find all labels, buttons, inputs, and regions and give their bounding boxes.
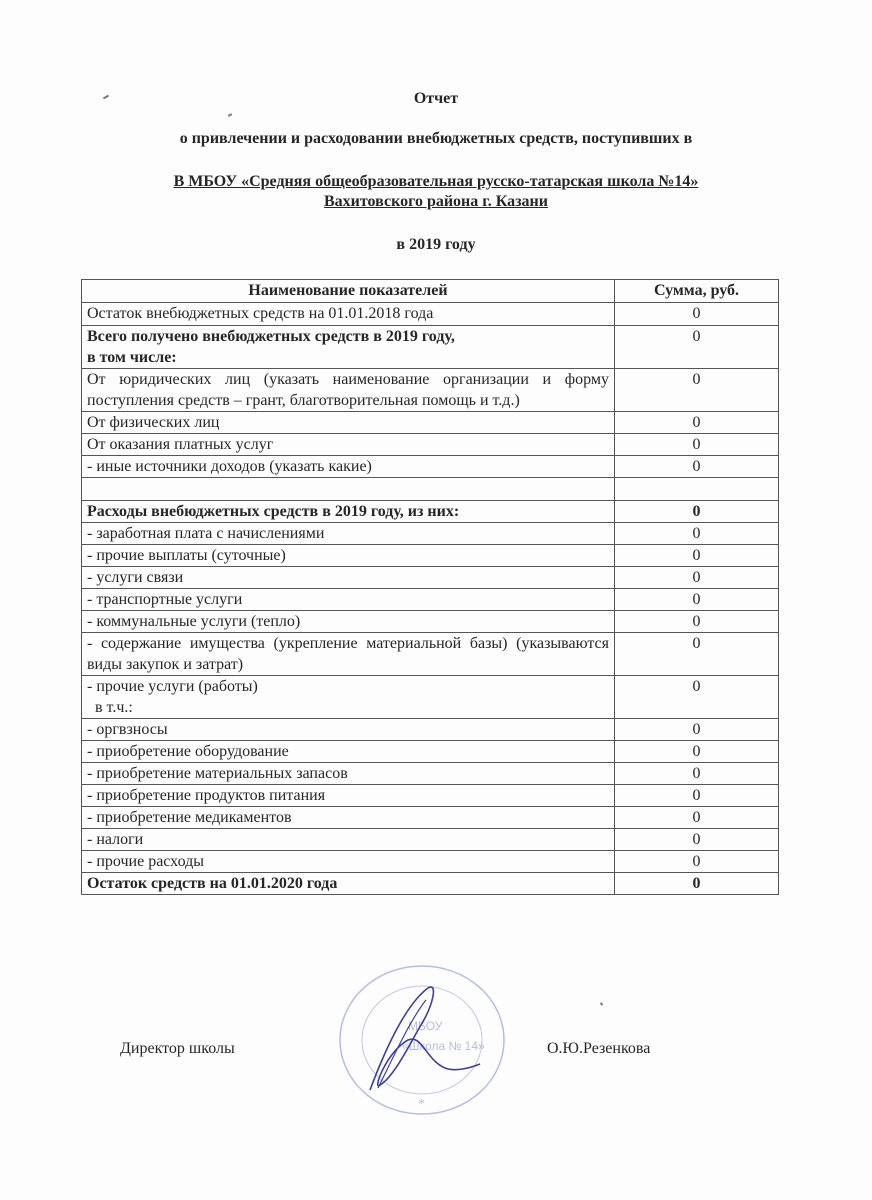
official-stamp-icon bbox=[330, 960, 510, 1120]
report-year: в 2019 году bbox=[396, 236, 476, 253]
table-row bbox=[82, 501, 779, 523]
row-value: 0 bbox=[615, 676, 779, 719]
row-value: 0 bbox=[615, 873, 779, 895]
scan-speck-icon bbox=[228, 113, 232, 117]
table-row bbox=[82, 434, 779, 456]
row-label: Остаток внебюджетных средств на 01.01.2018 года bbox=[82, 303, 615, 326]
table-row bbox=[82, 851, 779, 873]
svg-text:«Школа № 14»: «Школа № 14» bbox=[402, 1039, 485, 1053]
row-label: - приобретение оборудование bbox=[82, 741, 615, 763]
table-row bbox=[82, 369, 779, 412]
row-value: 0 bbox=[615, 611, 779, 633]
director-name: О.Ю.Резенкова bbox=[547, 1040, 651, 1057]
table-row bbox=[82, 785, 779, 807]
table-row bbox=[82, 633, 779, 676]
table-row bbox=[82, 741, 779, 763]
row-label: - налоги bbox=[82, 829, 615, 851]
row-value: 0 bbox=[615, 633, 779, 676]
row-label: - прочие расходы bbox=[82, 851, 615, 873]
row-value: 0 bbox=[615, 567, 779, 589]
row-label: Расходы внебюджетных средств в 2019 году, из них: bbox=[82, 501, 615, 523]
row-value: 0 bbox=[615, 785, 779, 807]
table-row bbox=[82, 412, 779, 434]
table-row bbox=[82, 719, 779, 741]
row-label: - транспортные услуги bbox=[82, 589, 615, 611]
row-label: Остаток средств на 01.01.2020 года bbox=[82, 873, 615, 895]
row-value: 0 bbox=[615, 523, 779, 545]
row-label: - прочие услуги (работы) в т.ч.: bbox=[82, 676, 615, 719]
svg-text:МБОУ: МБОУ bbox=[408, 1019, 443, 1033]
table-row bbox=[82, 676, 779, 719]
row-value: 0 bbox=[615, 719, 779, 741]
row-label: - приобретение медикаментов bbox=[82, 807, 615, 829]
table-row bbox=[82, 589, 779, 611]
row-label: - иные источники доходов (указать какие) bbox=[82, 456, 615, 478]
row-value: 0 bbox=[615, 369, 779, 412]
row-value: 0 bbox=[615, 589, 779, 611]
row-value: 0 bbox=[615, 326, 779, 369]
row-label: Всего получено внебюджетных средств в 2019 году, в том числе: bbox=[82, 326, 615, 369]
institution-line-1: В МБОУ «Средняя общеобразовательная русско-татарская школа №14» bbox=[173, 173, 699, 190]
institution-line-2: Вахитовского района г. Казани bbox=[323, 193, 548, 210]
row-label bbox=[82, 478, 615, 501]
institution-name bbox=[0, 172, 872, 212]
row-label: От юридических лиц (указать наименование организации и форму поступления средств – грант, благотворительная помощь и т.д.) bbox=[82, 369, 615, 412]
scan-speck-icon bbox=[600, 1002, 603, 1006]
row-value: 0 bbox=[615, 456, 779, 478]
row-value: 0 bbox=[615, 763, 779, 785]
table-row bbox=[82, 523, 779, 545]
table-row bbox=[82, 829, 779, 851]
report-subtitle: о привлечении и расходовании внебюджетных средств, поступивших в bbox=[179, 130, 693, 147]
row-value: 0 bbox=[615, 807, 779, 829]
row-label: - услуги связи bbox=[82, 567, 615, 589]
row-value: 0 bbox=[615, 501, 779, 523]
row-value: 0 bbox=[615, 741, 779, 763]
table-row bbox=[82, 611, 779, 633]
row-value: 0 bbox=[615, 412, 779, 434]
row-value: 0 bbox=[615, 303, 779, 326]
table-header-row bbox=[82, 280, 779, 303]
table-row bbox=[82, 326, 779, 369]
column-header-name: Наименование показателей bbox=[82, 280, 615, 303]
row-value: 0 bbox=[615, 829, 779, 851]
row-label: - приобретение продуктов питания bbox=[82, 785, 615, 807]
table-row-empty bbox=[82, 478, 779, 501]
row-label: - приобретение материальных запасов bbox=[82, 763, 615, 785]
row-label: - заработная плата с начислениями bbox=[82, 523, 615, 545]
report-table bbox=[81, 279, 779, 895]
table-row bbox=[82, 763, 779, 785]
row-label: От оказания платных услуг bbox=[82, 434, 615, 456]
table-row bbox=[82, 807, 779, 829]
row-value bbox=[615, 478, 779, 501]
report-title: Отчет bbox=[413, 90, 459, 107]
table-row bbox=[82, 456, 779, 478]
row-value: 0 bbox=[615, 434, 779, 456]
row-label: - оргвзносы bbox=[82, 719, 615, 741]
table-row bbox=[82, 303, 779, 326]
row-label: - коммунальные услуги (тепло) bbox=[82, 611, 615, 633]
row-value: 0 bbox=[615, 545, 779, 567]
row-value: 0 bbox=[615, 851, 779, 873]
column-header-sum: Сумма, руб. bbox=[615, 280, 779, 303]
table-row bbox=[82, 545, 779, 567]
table-row bbox=[82, 567, 779, 589]
row-label: - прочие выплаты (суточные) bbox=[82, 545, 615, 567]
svg-text:*: * bbox=[418, 1097, 425, 1112]
table-row-total bbox=[82, 873, 779, 895]
director-title: Директор школы bbox=[120, 1040, 235, 1057]
row-label: От физических лиц bbox=[82, 412, 615, 434]
row-label: - содержание имущества (укрепление материальной базы) (указываются виды закупок и затрат) bbox=[82, 633, 615, 676]
